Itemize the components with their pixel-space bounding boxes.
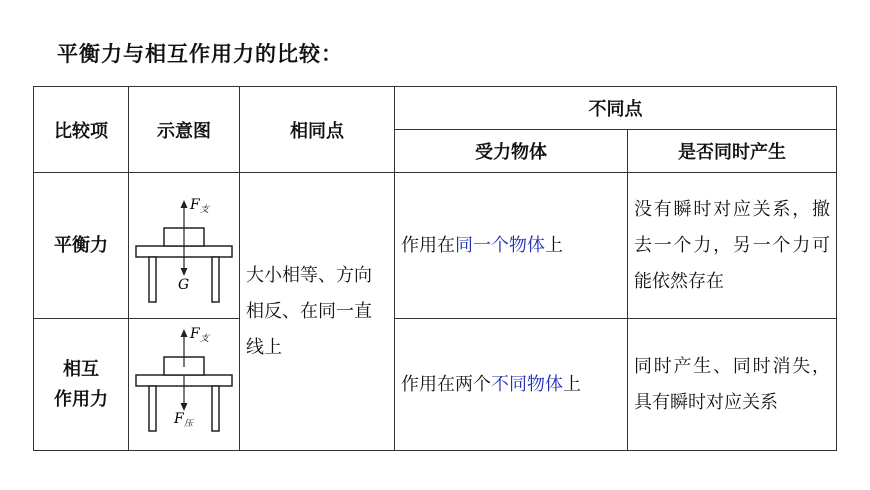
header-compare-item: 比较项 <box>34 87 129 173</box>
header-common: 相同点 <box>240 87 395 173</box>
object-cell-interaction <box>395 319 628 451</box>
force-support-sub: 支 <box>200 204 210 215</box>
force-pressure-label: F <box>174 410 184 427</box>
header-object: 受力物体 <box>395 130 628 173</box>
object-prefix: 作用在两个 <box>401 373 491 395</box>
object-cell-balance <box>395 173 628 319</box>
simultaneous-cell-interaction: 同时产生、同时消失，具有瞬时对应关系 <box>628 319 837 451</box>
row-label-balance: 平衡力 <box>34 173 129 319</box>
comparison-table <box>33 86 837 451</box>
force-support-sub: 支 <box>200 333 210 344</box>
page-title: 平衡力与相互作用力的比较： <box>57 42 343 66</box>
row-label-interaction <box>34 319 129 451</box>
force-support-label: F <box>190 325 200 342</box>
object-suffix: 上 <box>563 373 581 395</box>
interaction-force-diagram <box>134 325 234 445</box>
header-simultaneous: 是否同时产生 <box>628 130 837 173</box>
common-point-cell: 大小相等、方向相反、在同一直线上 <box>240 173 395 451</box>
object-suffix: 上 <box>545 234 563 256</box>
force-gravity-label: G <box>178 276 190 293</box>
table-row <box>34 319 837 451</box>
header-difference: 不同点 <box>395 87 837 130</box>
diagram-cell <box>129 319 240 451</box>
table-row <box>34 173 837 319</box>
force-pressure-sub: 压 <box>184 418 194 429</box>
object-highlight: 不同物体 <box>491 373 563 395</box>
balance-force-diagram <box>134 186 234 306</box>
row-label-line2: 作用力 <box>54 388 108 410</box>
row-label-line1: 相互 <box>63 358 99 380</box>
simultaneous-cell-balance: 没有瞬时对应关系，撤去一个力，另一个力可能依然存在 <box>628 173 837 319</box>
object-highlight: 同一个物体 <box>455 234 545 256</box>
force-support-label: F <box>190 196 200 213</box>
object-prefix: 作用在 <box>401 234 455 256</box>
diagram-cell <box>129 173 240 319</box>
header-diagram: 示意图 <box>129 87 240 173</box>
